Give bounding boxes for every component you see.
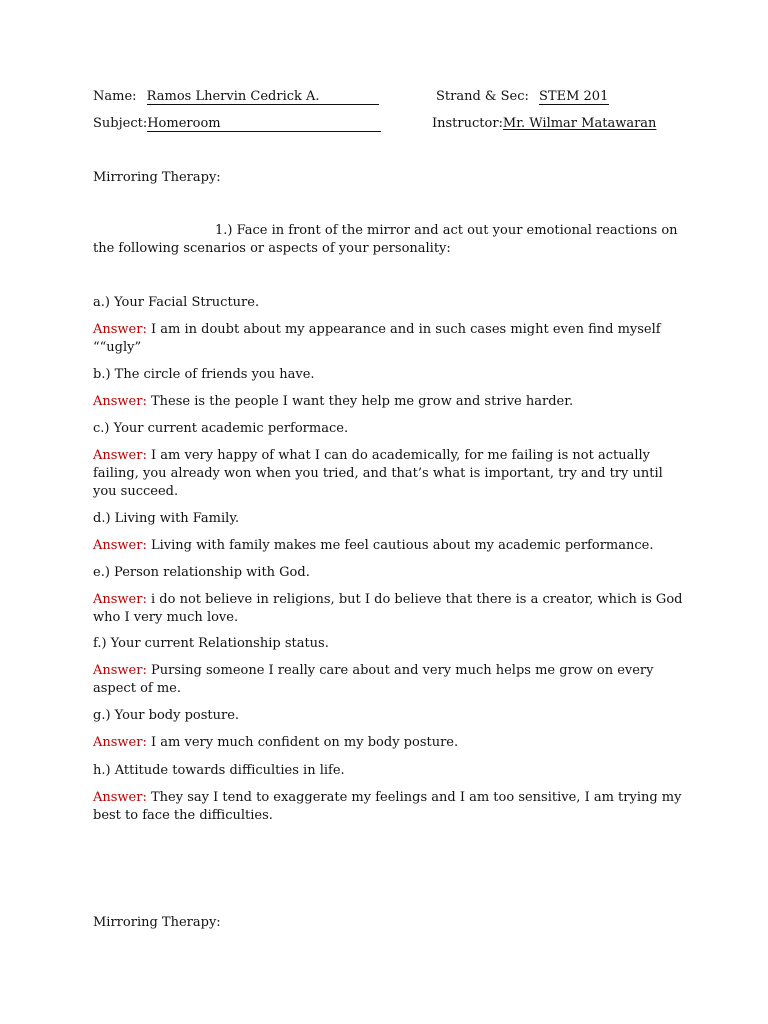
name-label: Name: (93, 89, 137, 104)
answer-f (93, 662, 683, 698)
answer-text: These is the people I want they help me grow and strive harder. (151, 394, 574, 409)
answer-text: I am very happy of what I can do academically, for me failing is not actually failing, you already won when you tried, and that’s what is important, try and try until you succeed. (93, 448, 663, 499)
instruction-number: 1.) (215, 223, 233, 238)
question-a: a.) Your Facial Structure. (93, 295, 260, 310)
question-c: c.) Your current academic performace. (93, 421, 349, 436)
answer-label: Answer: (93, 735, 147, 750)
answer-h (93, 789, 683, 825)
strand-row (436, 88, 609, 106)
answer-text: I am in doubt about my appearance and in such cases might even find myself ““ugly” (93, 322, 661, 355)
answer-e (93, 591, 683, 627)
subject-row (93, 115, 381, 133)
question-f: f.) Your current Relationship status. (93, 636, 329, 651)
instruction (93, 222, 683, 258)
answer-label: Answer: (93, 790, 147, 805)
strand-value: STEM 201 (539, 89, 609, 104)
question-h: h.) Attitude towards difficulties in life. (93, 763, 345, 778)
section-title: Mirroring Therapy: (93, 170, 221, 185)
question-b: b.) The circle of friends you have. (93, 367, 315, 382)
strand-field (539, 88, 609, 105)
answer-g (93, 734, 683, 752)
answer-c (93, 447, 683, 501)
name-value: Ramos Lhervin Cedrick A. (146, 89, 320, 104)
instructor-value: Mr. Wilmar Matawaran (502, 116, 657, 131)
strand-label: Strand & Sec: (436, 89, 529, 104)
footer-title: Mirroring Therapy: (93, 915, 221, 930)
answer-text: Living with family makes me feel cautious about my academic performance. (151, 538, 654, 553)
subject-value: Homeroom (147, 116, 221, 131)
answer-a (93, 321, 683, 357)
answer-text: i do not believe in religions, but I do believe that there is a creator, which is God who I very much love. (93, 592, 683, 625)
answer-text: They say I tend to exaggerate my feelings and I am too sensitive, I am trying my best to face the difficulties. (93, 790, 682, 823)
answer-text: Pursing someone I really care about and very much helps me grow on every aspect of me. (93, 663, 654, 696)
answer-label: Answer: (93, 538, 147, 553)
subject-field (147, 115, 381, 132)
instructor-row (432, 115, 656, 133)
answer-label: Answer: (93, 322, 147, 337)
name-field (147, 88, 379, 105)
answer-label: Answer: (93, 663, 147, 678)
answer-text: I am very much confident on my body posture. (151, 735, 459, 750)
name-row (93, 88, 379, 106)
instructor-label: Instructor: (432, 116, 503, 131)
answer-label: Answer: (93, 448, 147, 463)
answer-b (93, 393, 683, 411)
question-d: d.) Living with Family. (93, 511, 240, 526)
answer-d (93, 537, 683, 555)
question-e: e.) Person relationship with God. (93, 565, 310, 580)
subject-label: Subject: (93, 116, 148, 131)
question-g: g.) Your body posture. (93, 708, 240, 723)
answer-label: Answer: (93, 592, 147, 607)
instruction-text: Face in front of the mirror and act out your emotional reactions on the following scenarios or aspects of your personality: (93, 223, 678, 256)
answer-label: Answer: (93, 394, 147, 409)
